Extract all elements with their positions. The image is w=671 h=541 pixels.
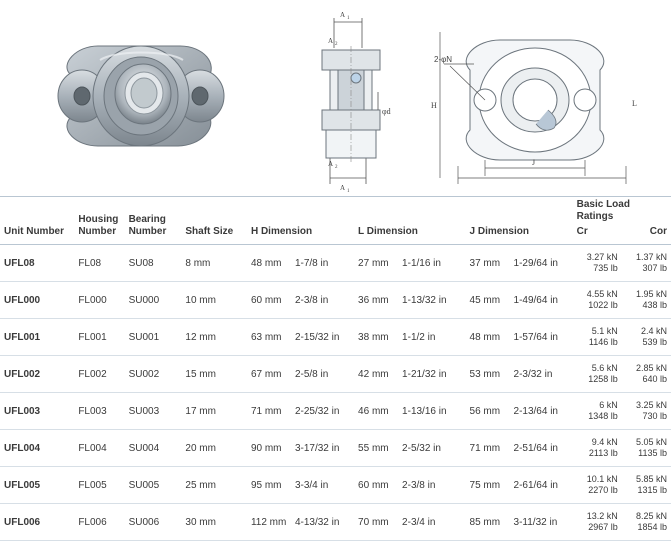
header-basic-load-ratings [573,197,671,245]
label-h: H [431,101,437,110]
cell-j-in: 3-11/32 in [513,516,558,528]
cell-bearing-number: SU000 [125,282,182,319]
svg-text:A: A [340,11,346,19]
cell-unit-number[interactable]: UFL002 [0,356,74,393]
svg-text:A: A [328,37,334,45]
cell-unit-number[interactable]: UFL001 [0,319,74,356]
svg-text:φd: φd [382,107,391,116]
cell-h-in: 2-5/8 in [294,368,329,380]
cell-l-mm: 27 mm [358,257,389,269]
cell-cor-lbf: 1854 lb [637,522,667,532]
table-row [0,319,671,356]
svg-text:A: A [328,160,334,168]
cell-j-mm: 75 mm [469,479,501,491]
cell-housing-number: FL005 [74,467,124,504]
cell-bearing-number: SU08 [125,245,182,282]
cell-j-dimension [466,467,573,504]
front-view-illustration [430,18,640,195]
cell-cr [573,245,622,282]
cell-h-in: 3-17/32 in [294,442,340,454]
cell-j-in: 2-3/32 in [513,368,553,380]
section-view-illustration [300,6,420,197]
cell-cor-lbf: 730 lb [642,411,667,421]
svg-text:1: 1 [347,16,350,21]
table-row [0,467,671,504]
cell-h-mm: 112 mm [250,516,287,528]
cell-l-dimension [354,282,465,319]
cell-cr-lbf: 735 lb [593,263,618,273]
header-housing-number: Housing Number [74,197,124,245]
cell-cr-kn: 3.27 kN [586,252,618,262]
cell-j-mm: 45 mm [469,294,501,306]
cell-bearing-number: SU004 [125,430,182,467]
cell-l-dimension [354,319,465,356]
cell-h-mm: 95 mm [250,479,282,491]
cell-cr-kn: 5.1 kN [591,326,618,336]
cell-l-mm: 55 mm [358,442,389,454]
cell-j-mm: 53 mm [469,368,501,380]
header-l-dimension: L Dimension [354,197,465,245]
cell-cor-kn: 2.4 kN [640,326,667,336]
cell-j-in: 2-51/64 in [513,442,558,454]
cell-cr-kn: 10.1 kN [586,474,618,484]
cell-h-mm: 71 mm [250,405,282,417]
cell-bearing-number: SU002 [125,356,182,393]
cell-h-mm: 48 mm [250,257,282,269]
header-unit-number: Unit Number [0,197,74,245]
cell-j-mm: 37 mm [469,257,501,269]
cell-unit-number[interactable]: UFL006 [0,504,74,541]
cell-cor-lbf: 539 lb [642,337,667,347]
cell-housing-number: FL001 [74,319,124,356]
table-row [0,282,671,319]
cell-l-mm: 70 mm [358,516,389,528]
cell-h-mm: 90 mm [250,442,282,454]
cell-unit-number[interactable]: UFL004 [0,430,74,467]
cell-j-dimension [466,356,573,393]
header-j-dimension: J Dimension [466,197,573,245]
svg-text:A: A [340,184,346,192]
cell-cor-kn: 1.95 kN [635,289,667,299]
header-basic-load-ratings-label: Basic Load Ratings [576,199,630,222]
cell-l-mm: 42 mm [358,368,389,380]
header-h-dimension: H Dimension [247,197,354,245]
cell-l-in: 2-3/8 in [402,479,436,491]
cell-j-in: 1-57/64 in [513,331,558,343]
cell-l-dimension [354,467,465,504]
specification-table [0,196,671,541]
cell-cr [573,504,622,541]
cell-shaft-size: 20 mm [181,430,247,467]
label-l: L [632,99,637,108]
cell-cr-lbf: 1258 lb [588,374,618,384]
cell-h-in: 2-3/8 in [294,294,329,306]
cell-cor-kn: 8.25 kN [635,511,667,521]
cell-h-dimension [247,356,354,393]
cell-cor-kn: 2.85 kN [635,363,667,373]
cell-j-dimension [466,504,573,541]
cell-cr-kn: 6 kN [599,400,618,410]
cell-cr-lbf: 1348 lb [588,411,618,421]
cell-cor [622,319,671,356]
cell-shaft-size: 15 mm [181,356,247,393]
cell-cr [573,467,622,504]
cell-unit-number[interactable]: UFL000 [0,282,74,319]
cell-cr-kn: 4.55 kN [586,289,618,299]
cell-j-dimension [466,282,573,319]
cell-cr-kn: 13.2 kN [586,511,618,521]
table-row [0,430,671,467]
cell-h-dimension [247,282,354,319]
label-2-phi-n: 2-φN [434,55,453,64]
cell-cor-kn: 5.05 kN [635,437,667,447]
svg-text:1: 1 [347,189,350,192]
cell-h-mm: 67 mm [250,368,282,380]
cell-housing-number: FL006 [74,504,124,541]
cell-bearing-number: SU003 [125,393,182,430]
cell-housing-number: FL08 [74,245,124,282]
cell-shaft-size: 10 mm [181,282,247,319]
cell-housing-number: FL003 [74,393,124,430]
cell-cor-kn: 3.25 kN [635,400,667,410]
cell-l-dimension [354,430,465,467]
cell-h-in: 1-7/8 in [294,257,329,269]
cell-h-dimension [247,467,354,504]
cell-bearing-number: SU006 [125,504,182,541]
cell-j-dimension [466,245,573,282]
cell-h-in: 4-13/32 in [294,516,340,528]
cell-l-in: 1-21/32 in [402,368,447,380]
table-row [0,393,671,430]
cell-shaft-size: 12 mm [181,319,247,356]
cell-j-in: 2-13/64 in [513,405,558,417]
cell-cor-lbf: 438 lb [642,300,667,310]
cell-h-dimension [247,393,354,430]
cell-h-in: 2-25/32 in [294,405,340,417]
cell-j-in: 1-49/64 in [513,294,558,306]
cell-l-mm: 38 mm [358,331,389,343]
cell-l-dimension [354,504,465,541]
cell-j-dimension [466,393,573,430]
cell-l-dimension [354,393,465,430]
header-bearing-number: Bearing Number [125,197,182,245]
svg-text:2: 2 [335,165,338,170]
cell-h-mm: 60 mm [250,294,282,306]
cell-cor-kn: 1.37 kN [635,252,667,262]
cell-cor [622,356,671,393]
cell-shaft-size: 25 mm [181,467,247,504]
cell-j-dimension [466,319,573,356]
cell-l-in: 1-13/16 in [402,405,447,417]
cell-shaft-size: 8 mm [181,245,247,282]
cell-cr [573,430,622,467]
cell-cor-kn: 5.85 kN [635,474,667,484]
table-row [0,245,671,282]
cell-h-dimension [247,430,354,467]
cell-l-dimension [354,245,465,282]
cell-l-in: 1-1/16 in [402,257,441,269]
cell-cor-lbf: 1315 lb [637,485,667,495]
cell-l-in: 1-1/2 in [402,331,436,343]
cell-housing-number: FL002 [74,356,124,393]
cell-j-mm: 85 mm [469,516,501,528]
cell-j-mm: 48 mm [469,331,501,343]
cell-l-dimension [354,356,465,393]
cell-cor-lbf: 640 lb [642,374,667,384]
cell-cr [573,393,622,430]
cell-unit-number[interactable]: UFL005 [0,467,74,504]
header-shaft-size: Shaft Size [181,197,247,245]
cell-h-dimension [247,504,354,541]
cell-cor [622,430,671,467]
cell-l-mm: 60 mm [358,479,389,491]
cell-cor-lbf: 1135 lb [638,448,667,458]
cell-cor-lbf: 307 lb [642,263,667,273]
cell-l-in: 2-3/4 in [402,516,436,528]
cell-cr [573,319,622,356]
svg-text:2: 2 [335,42,338,47]
cell-l-in: 2-5/32 in [402,442,441,454]
diagram-area [0,0,671,196]
cell-housing-number: FL000 [74,282,124,319]
cell-bearing-number: SU005 [125,467,182,504]
cell-h-in: 2-15/32 in [294,331,340,343]
cell-cor [622,282,671,319]
label-j: J [532,158,536,167]
cell-cr [573,282,622,319]
cell-cor [622,504,671,541]
cell-l-mm: 46 mm [358,405,389,417]
cell-h-in: 3-3/4 in [294,479,329,491]
table-body [0,245,671,541]
cell-h-dimension [247,319,354,356]
cell-j-dimension [466,430,573,467]
cell-bearing-number: SU001 [125,319,182,356]
cell-j-in: 1-29/64 in [513,257,558,269]
cell-cr-lbf: 2270 lb [588,485,618,495]
cell-cor [622,467,671,504]
cell-h-mm: 63 mm [250,331,282,343]
cell-j-mm: 56 mm [469,405,501,417]
cell-housing-number: FL004 [74,430,124,467]
table-header [0,197,671,245]
cell-l-mm: 36 mm [358,294,389,306]
cell-cor [622,245,671,282]
flange-unit-illustration [40,22,240,167]
cell-shaft-size: 17 mm [181,393,247,430]
cell-cr-lbf: 1146 lb [588,337,618,347]
header-cr: Cr [576,226,588,237]
cell-cr-kn: 5.6 kN [591,363,618,373]
cell-cr-lbf: 2113 lb [588,448,618,458]
cell-l-in: 1-13/32 in [402,294,447,306]
cell-cr [573,356,622,393]
cell-cr-lbf: 2967 lb [588,522,618,532]
cell-shaft-size: 30 mm [181,504,247,541]
table-row [0,504,671,541]
cell-h-dimension [247,245,354,282]
cell-unit-number[interactable]: UFL003 [0,393,74,430]
cell-j-in: 2-61/64 in [513,479,558,491]
cell-cr-kn: 9.4 kN [591,437,618,447]
header-cor: Cor [649,226,667,237]
cell-cor [622,393,671,430]
cell-j-mm: 71 mm [469,442,501,454]
table-row [0,356,671,393]
cell-unit-number[interactable]: UFL08 [0,245,74,282]
cell-cr-lbf: 1022 lb [588,300,618,310]
